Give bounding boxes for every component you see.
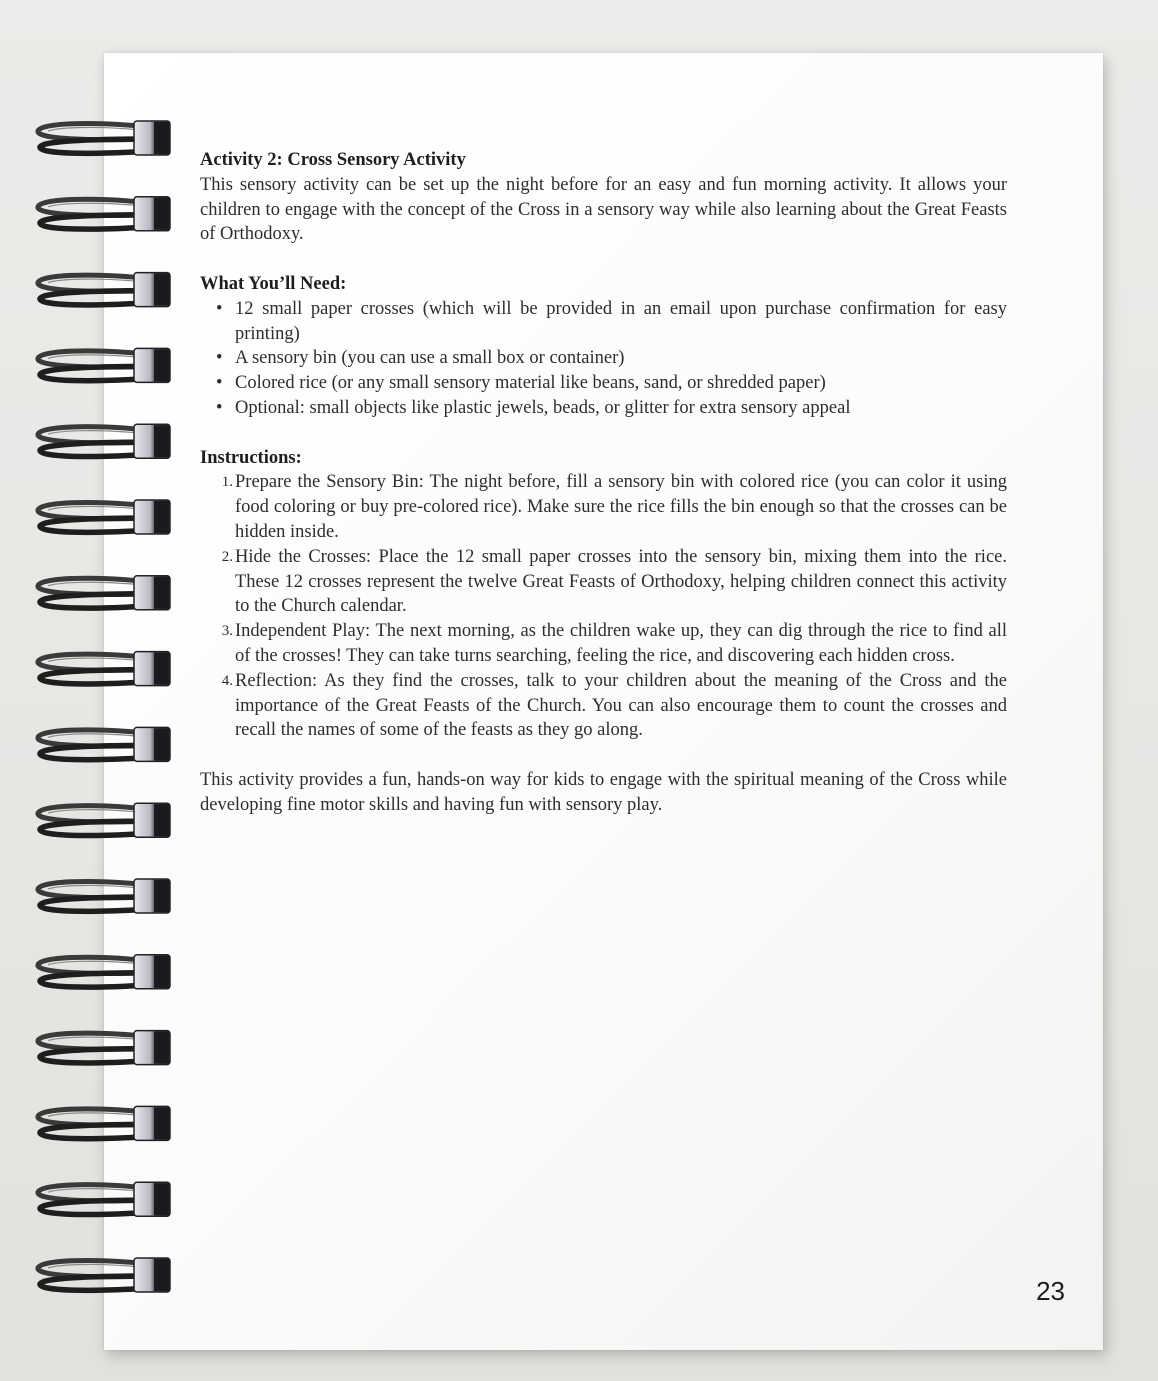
list-item xyxy=(200,297,1007,347)
list-item xyxy=(200,470,1007,544)
bullet-icon: • xyxy=(216,298,223,319)
list-item xyxy=(200,669,1007,743)
instructions-list xyxy=(200,470,1007,743)
list-item-text: Colored rice (or any small sensory material like beans, sand, or shredded paper) xyxy=(235,373,826,394)
spiral-coil xyxy=(38,1258,170,1292)
list-item-text: A sensory bin (you can use a small box or container) xyxy=(235,348,625,369)
spiral-coil xyxy=(38,121,170,155)
activity-title: Activity 2: Cross Sensory Activity xyxy=(200,150,466,170)
spiral-coil xyxy=(38,803,170,837)
step-number: 2. xyxy=(221,548,233,565)
spiral-coil xyxy=(38,576,170,610)
spiral-binding-icon xyxy=(0,0,190,1381)
list-item xyxy=(200,346,1007,371)
list-item xyxy=(200,396,1007,421)
spiral-coil xyxy=(38,348,170,382)
spacer xyxy=(200,743,1007,768)
spiral-coil xyxy=(38,1182,170,1216)
step-text: Prepare the Sensory Bin: The night before, fill a sensory bin with colored rice (you can color it using food coloring or buy pre-colored rice). Make sure the rice fills the bin enough so that the crosses can be hidden inside. xyxy=(235,472,1007,542)
page-number: 23 xyxy=(1036,1276,1065,1306)
spiral-coil xyxy=(38,652,170,686)
needs-heading: What You’ll Need: xyxy=(200,273,347,294)
closing-paragraph: This activity provides a fun, hands-on way for kids to engage with the spiritual meaning of the Cross while developing fine motor skills and having fun with sensory play. xyxy=(200,769,1007,815)
step-text: Reflection: As they find the crosses, talk to your children about the meaning of the Cross and the importance of the Great Feasts of the Church. You can also encourage them to count the crosses and recall the names of some of the feasts as they go along. xyxy=(235,670,1007,741)
step-text: Hide the Crosses: Place the 12 small paper crosses into the sensory bin, mixing them into the rice. These 12 crosses represent the twelve Great Feasts of Orthodoxy, helping children connect this activity to the Church calendar. xyxy=(235,546,1007,617)
activity-intro: This sensory activity can be set up the night before for an easy and fun morning activity. It allows your children to engage with the concept of the Cross in a sensory way while also learning about the Great Feasts of Orthodoxy. xyxy=(200,174,1007,245)
spiral-coil xyxy=(38,879,170,913)
bullet-icon: • xyxy=(216,373,223,394)
step-number: 4. xyxy=(221,672,233,689)
spacer xyxy=(200,421,1007,446)
page-content xyxy=(200,148,1007,818)
list-item-text: 12 small paper crosses (which will be provided in an email upon purchase confirmation for easy printing) xyxy=(235,298,1007,344)
bullet-icon: • xyxy=(216,397,223,418)
spiral-coil xyxy=(38,500,170,534)
list-item xyxy=(200,619,1007,669)
needs-list xyxy=(200,297,1007,421)
instructions-heading: Instructions: xyxy=(200,447,302,468)
spiral-coil xyxy=(38,424,170,458)
notebook-page xyxy=(104,53,1103,1350)
spiral-coil xyxy=(38,1031,170,1065)
step-text: Independent Play: The next morning, as the children wake up, they can dig through the rice to find all of the crosses! They can take turns searching, feeling the rice, and discovering each hidden cross. xyxy=(235,621,1007,666)
spiral-coil xyxy=(38,727,170,761)
spiral-coil xyxy=(38,1106,170,1140)
spiral-coil xyxy=(38,197,170,231)
step-number: 3. xyxy=(221,623,233,640)
list-item xyxy=(200,371,1007,396)
list-item xyxy=(200,545,1007,619)
bullet-icon: • xyxy=(216,348,223,369)
step-number: 1. xyxy=(221,474,233,491)
spiral-coil xyxy=(38,273,170,307)
list-item-text: Optional: small objects like plastic jewels, beads, or glitter for extra sensory appeal xyxy=(235,397,851,418)
spacer xyxy=(200,247,1007,272)
spiral-coil xyxy=(38,955,170,989)
